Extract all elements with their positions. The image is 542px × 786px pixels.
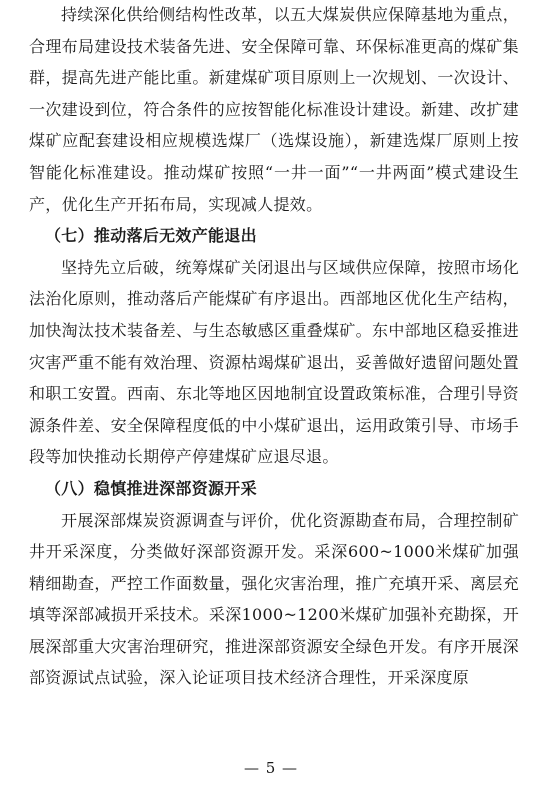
page-number: — 5 — xyxy=(243,759,299,777)
paragraph-deep-mining: 开展深部煤炭资源调查与评价，优化资源勘查布局，合理控制矿井开采深度，分类做好深部资源开发。采深600~1000米煤矿加强精细勘查，严控工作面数量，强化灾害治理，推广充填开采、离层充填等深部减损开采技术。采深1000~1200米煤矿加强补充勘探，开展深部重大灾害治理研究，推进深部资源安全绿色开发。有序开展深部资源试点试验，深入论证项目技术经济合理性，开采深度原 xyxy=(29,510,519,688)
paragraph-supply-side-reform: 持续深化供给侧结构性改革，以五大煤炭供应保障基地为重点，合理布局建设技术装备先进、安全保障可靠、环保标准更高的煤矿集群，提高先进产能比重。新建煤矿项目原则上一次规划、一次设计、一次建设到位，符合条件的应按智能化标准设计建设。新建、改扩建煤矿应配套建设相应规模选煤厂（选煤设施），新建选煤厂原则上按智能化标准建设。推动煤矿按照“一井一面”“一井两面”模式建设生产，优化生产开拓布局，实现减人提效。 xyxy=(29,5,519,214)
paragraph-capacity-exit: 坚持先立后破，统筹煤矿关闭退出与区域供应保障，按照市场化法治化原则，推动落后产能煤矿有序退出。西部地区优化生产结构，加快淘汰技术装备差、与生态敏感区重叠煤矿。东中部地区稳妥推进灾害严重不能有效治理、资源枯竭煤矿退出，妥善做好遗留问题处置和职工安置。西南、东北等地区因地制宜设置政策标准，合理引导资源条件差、安全保障程度低的中小煤矿退出，运用政策引导、市场手段等加快推动长期停产停建煤矿应退尽退。 xyxy=(29,257,519,467)
section-heading-7: （七）推动落后无效产能退出 xyxy=(45,226,257,246)
document-body xyxy=(29,0,519,694)
section-heading-8: （八）稳慎推进深部资源开采 xyxy=(45,478,257,498)
